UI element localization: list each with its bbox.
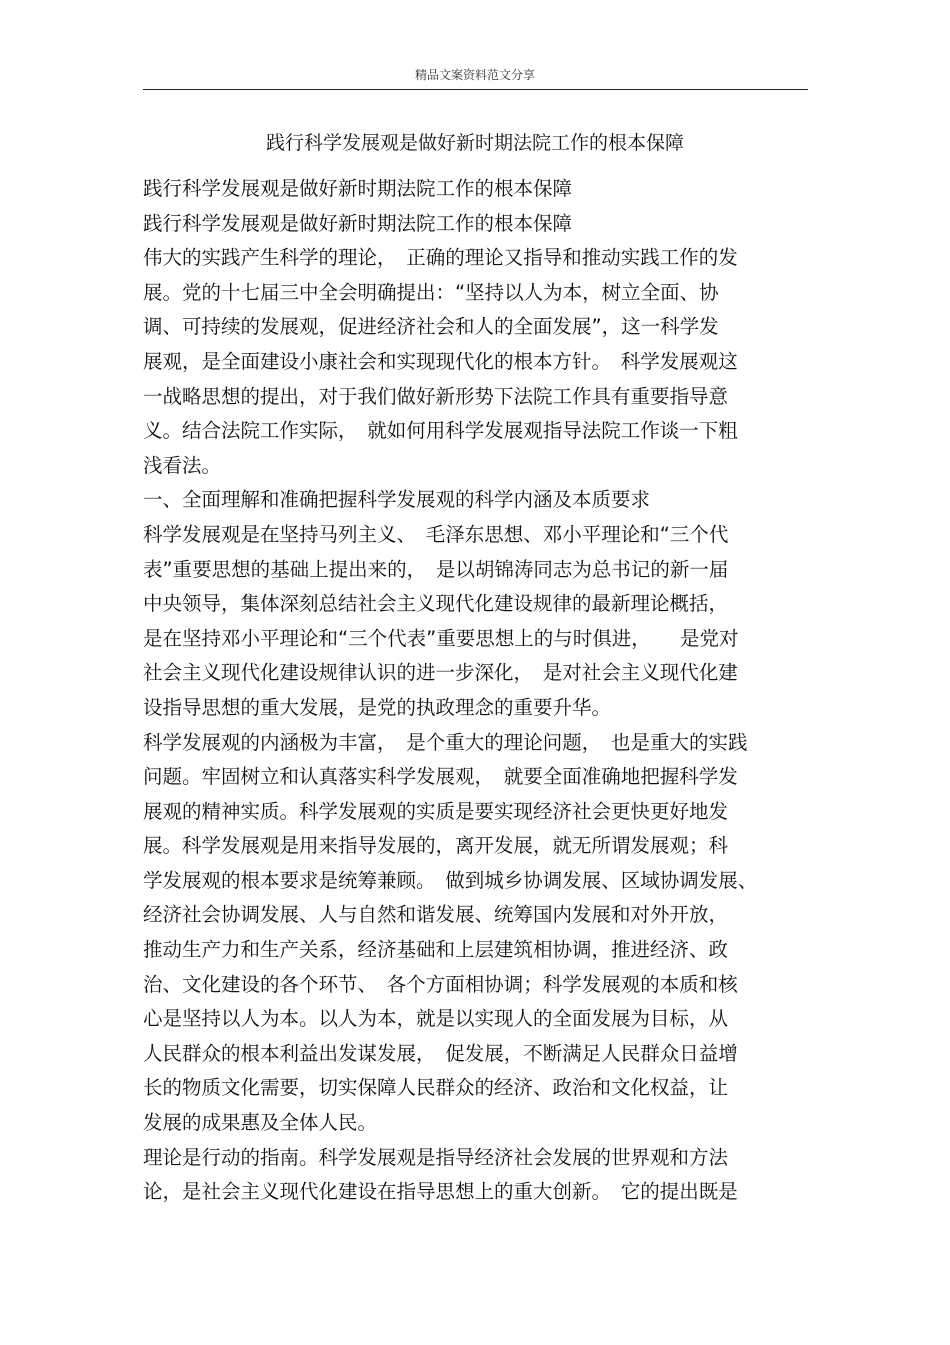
text-line: 展。党的十七届三中全会明确提出：“坚持以人为本，树立全面、协 bbox=[143, 280, 719, 304]
text-line: 论，是社会主义现代化建设在指导思想上的重大创新。 它的提出既是 bbox=[143, 1180, 738, 1204]
text-line: 展观，是全面建设小康社会和实现现代化的根本方针。 科学发展观这 bbox=[143, 349, 738, 373]
text-line: 表”重要思想的基础上提出来的， 是以胡锦涛同志为总书记的新一届 bbox=[143, 557, 729, 581]
text-line: 问题。牢固树立和认真落实科学发展观， 就要全面准确地把握科学发 bbox=[143, 765, 738, 789]
text-line: 一战略思想的提出，对于我们做好新形势下法院工作具有重要指导意 bbox=[143, 384, 729, 408]
text-line: 一、全面理解和准确把握科学发展观的科学内涵及本质要求 bbox=[143, 488, 651, 512]
text-line: 调、可持续的发展观，促进经济社会和人的全面发展”，这一科学发 bbox=[143, 315, 719, 339]
text-line: 学发展观的根本要求是统筹兼顾。 做到城乡协调发展、区域协调发展、 bbox=[143, 868, 758, 892]
text-line: 心是坚持以人为本。以人为本，就是以实现人的全面发展为目标，从 bbox=[143, 1007, 729, 1031]
text-line: 践行科学发展观是做好新时期法院工作的根本保障 bbox=[143, 211, 573, 235]
document-title: 践行科学发展观是做好新时期法院工作的根本保障 bbox=[265, 132, 684, 154]
text-line: 长的物质文化需要，切实保障人民群众的经济、政治和文化权益，让 bbox=[143, 1076, 729, 1100]
text-line: 理论是行动的指南。科学发展观是指导经济社会发展的世界观和方法 bbox=[143, 1145, 729, 1169]
text-line: 科学发展观是在坚持马列主义、 毛泽东思想、邓小平理论和“三个代 bbox=[143, 522, 729, 546]
text-line: 科学发展观的内涵极为丰富， 是个重大的理论问题， 也是重大的实践 bbox=[143, 730, 748, 754]
text-line: 经济社会协调发展、人与自然和谐发展、统筹国内发展和对外开放， bbox=[143, 903, 729, 927]
text-line: 伟大的实践产生科学的理论， 正确的理论又指导和推动实践工作的发 bbox=[143, 246, 738, 270]
text-line: 社会主义现代化建设规律认识的进一步深化， 是对社会主义现代化建 bbox=[143, 661, 738, 685]
header-divider bbox=[143, 89, 808, 90]
document-body bbox=[143, 172, 811, 1210]
text-line: 践行科学发展观是做好新时期法院工作的根本保障 bbox=[143, 177, 573, 200]
text-line: 中央领导，集体深刻总结社会主义现代化建设规律的最新理论概括， bbox=[143, 592, 729, 616]
text-line: 展。科学发展观是用来指导发展的，离开发展，就无所谓发展观；科 bbox=[143, 834, 729, 858]
text-line: 设指导思想的重大发展，是党的执政理念的重要升华。 bbox=[143, 695, 612, 719]
text-line: 发展的成果惠及全体人民。 bbox=[143, 1111, 378, 1135]
page-header-label: 精品文案资料范文分享 bbox=[414, 68, 535, 82]
text-line: 义。结合法院工作实际， 就如何用科学发展观指导法院工作谈一下粗 bbox=[143, 419, 738, 443]
text-line: 人民群众的根本利益出发谋发展， 促发展，不断满足人民群众日益增 bbox=[143, 1041, 738, 1065]
text-line: 推动生产力和生产关系，经济基础和上层建筑相协调，推进经济、政 bbox=[143, 938, 729, 962]
text-line: 浅看法。 bbox=[143, 453, 222, 477]
text-line: 是在坚持邓小平理论和“三个代表”重要思想上的与时俱进， 是党对 bbox=[143, 626, 739, 650]
text-line: 展观的精神实质。科学发展观的实质是要实现经济社会更快更好地发 bbox=[143, 799, 729, 823]
text-line: 治、文化建设的各个环节、 各个方面相协调；科学发展观的本质和核 bbox=[143, 972, 738, 996]
